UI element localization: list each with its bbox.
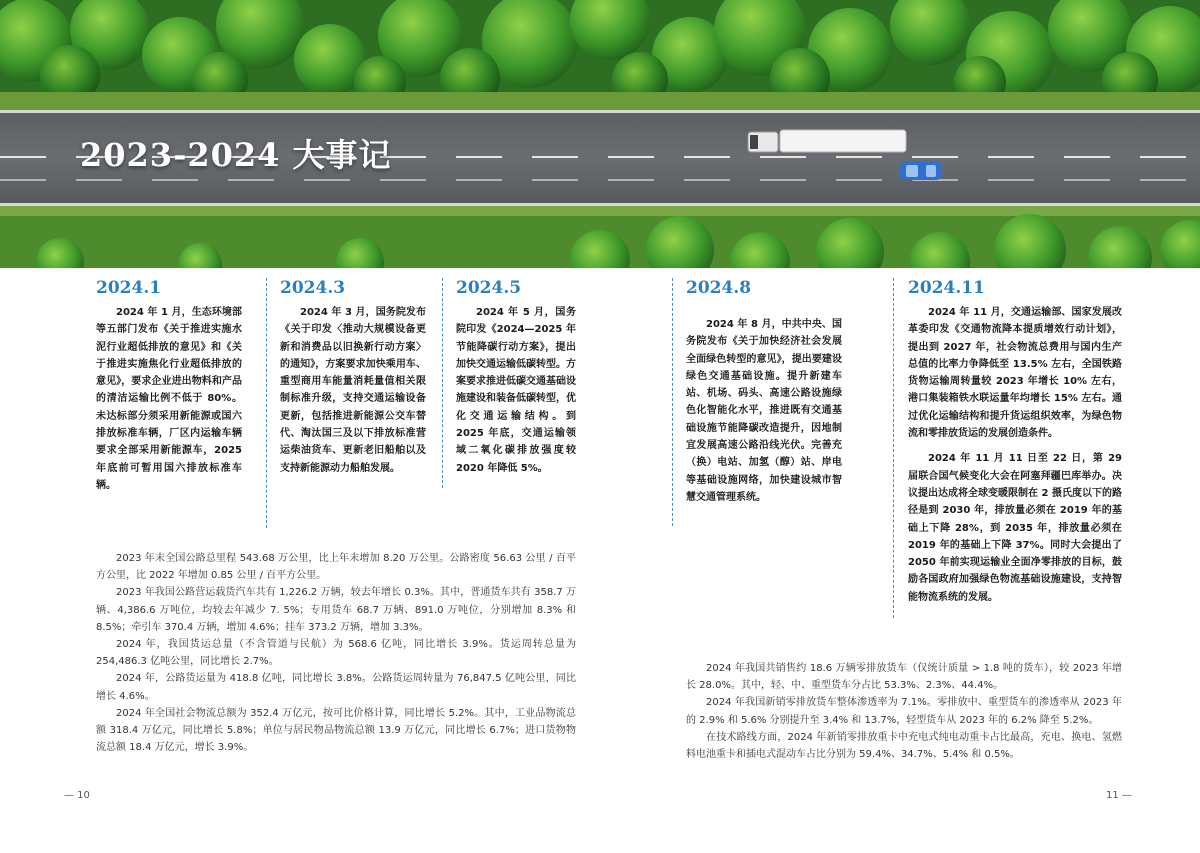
truck-graphic <box>748 130 906 152</box>
timeline-text: 2024 年 11 月 11 日至 22 日，第 29 届联合国气候变化大会在阿塞拜疆巴库举办。决议提出达成将全球变暖限制在 2 摄氏度以下的路径是到 2030 年，排放量必须在 2019 年的基础上下降 28%，到 2035 年，排放量必须在 2019 年的基础上下降 37%。同时大会提出了 2050 年前实现运输业全面净零排放的目标，鼓励各国政府加强绿色物流基础设施建设，支持智能物流系统的发展。 <box>908 453 1122 603</box>
timeline-text: 2024 年 1 月，生态环境部等五部门发布《关于推进实施水泥行业超低排放的意见》和《关于推进实施焦化行业超低排放的意见》，要求企业进出物料和产品的清洁运输比例不低于 80%。未达标部分须采用新能源或国六排放标准车辆，厂区内运输车辆要求全部采用新能源车，2025 年底前可暂用国六排放标准车辆。 <box>96 307 242 491</box>
timeline-text: 2024 年 5 月，国务院印发《2024—2025 年节能降碳行动方案》，提出加快交通运输低碳转型。方案要求推进低碳交通基础设施建设和装备低碳转型，优化交通运输结构。到 2025 年底，交通运输领域二氧化碳排放强度较 2020 年降低 5%。 <box>456 307 576 474</box>
timeline-entry-2024-1 <box>96 276 242 494</box>
body-paragraph: 2024 年，公路货运量为 418.8 亿吨，同比增长 3.8%。公路货运周转量为 76,847.5 亿吨公里，同比增长 4.6%。 <box>96 673 576 702</box>
page-number-left: — 10 <box>64 790 90 801</box>
timeline-year: 2024.3 <box>280 278 346 298</box>
body-paragraph: 2024 年我国新销零排放货车整体渗透率为 7.1%。零排放中、重型货车的渗透率从 2023 年的 2.9% 和 5.6% 分别提升至 3.4% 和 13.7%，轻型货车从 2023 年的 6.2% 降至 5.2%。 <box>686 697 1122 726</box>
car-graphic <box>900 162 942 180</box>
page-number-right: 11 — <box>1106 790 1132 801</box>
timeline-year: 2024.11 <box>908 278 985 298</box>
hero-banner <box>0 0 1200 268</box>
timeline-entry-2024-8 <box>686 276 842 506</box>
timeline-text: 2024 年 8 月，中共中央、国务院发布《关于加快经济社会发展全面绿色转型的意见》，提出要建设绿色交通基础设施。提升新建车站、机场、码头、高速公路设施绿色化智能化水平，推进既有交通基础设施节能降碳改造提升，因地制宜发展高速公路沿线光伏。完善充（换）电站、加氢（醇）站、岸电等基础设施网络，加快建设城市智慧交通管理系统。 <box>686 319 842 503</box>
body-paragraph: 2024 年全国社会物流总额为 352.4 万亿元，按可比价格计算，同比增长 5.2%。其中，工业品物流总额 318.4 万亿元，同比增长 5.8%；单位与居民物品物流总额 13.9 万亿元，同比增长 6.7%；进口货物物流总额 18.4 万亿元，增长 3.9%。 <box>96 707 576 754</box>
timeline-text: 2024 年 3 月，国务院发布《关于印发〈推动大规模设备更新和消费品以旧换新行动方案〉的通知》，方案要求加快乘用车、重型商用车能量消耗量值相关限制标准升级，支持交通运输设备更新，包括推进新能源公交车替代、淘汰国三及以下排放标准营运柴油货车、更新老旧船舶以及支持新能源动力船舶发展。 <box>280 307 426 474</box>
body-paragraph: 2024 年我国共销售约 18.6 万辆零排放货车（仅统计质量 > 1.8 吨的货车），较 2023 年增长 28.0%。其中，轻、中、重型货车分占比 53.3%、2.3%、44.4%。 <box>686 663 1122 692</box>
body-paragraph: 在技术路线方面，2024 年新销零排放重卡中充电式纯电动重卡占比最高，充电、换电、氢燃料电池重卡和插电式混动车占比分别为 59.4%、34.7%、5.4% 和 0.5%。 <box>686 731 1122 761</box>
left-body-text <box>96 550 576 756</box>
timeline-year: 2024.5 <box>456 278 522 298</box>
body-paragraph: 2024 年，我国货运总量（不含管道与民航）为 568.6 亿吨，同比增长 3.9%。货运周转总量为 254,486.3 亿吨公里，同比增长 2.7%。 <box>96 639 576 668</box>
timeline-entry-2024-5 <box>456 276 576 477</box>
body-paragraph: 2023 年末全国公路总里程 543.68 万公里，比上年末增加 8.20 万公里。公路密度 56.63 公里 / 百平方公里，比 2022 年增加 0.85 公里 / 百平方公里。 <box>96 553 576 582</box>
timeline-text: 2024 年 11 月，交通运输部、国家发展改革委印发《交通物流降本提质增效行动计划》，提出到 2027 年，社会物流总费用与国内生产总值的比率力争降低至 13.5% 左右，全国铁路货物运输周转量较 2023 年增长 10% 左右，港口集装箱铁水联运量年均增长 15% 左右。通过优化运输结构和提升货运组织效率，为绿色物流和零排放货运的发展创造条件。 <box>908 307 1122 440</box>
page-title: 2023-2024 大事记 <box>80 136 392 174</box>
timeline-year: 2024.8 <box>686 278 752 298</box>
timeline-entry-2024-11 <box>908 276 1122 606</box>
timeline-divider <box>893 278 894 618</box>
timeline-year: 2024.1 <box>96 278 162 298</box>
timeline-divider <box>442 278 443 488</box>
right-body-text <box>686 660 1122 763</box>
timeline-divider <box>266 278 267 528</box>
timeline-entry-2024-3 <box>280 276 426 477</box>
body-paragraph: 2023 年我国公路营运载货汽车共有 1,226.2 万辆，较去年增长 0.3%。其中，普通货车共有 358.7 万辆、4,386.6 万吨位，均较去年减少 7. 5%；专用货车 68.7 万辆、891.0 万吨位，分别增加 8.3% 和 8.5%；牵引车 370.4 万辆，增加 4.6%；挂车 373.2 万辆，增加 3.3%。 <box>96 587 576 633</box>
timeline-divider <box>672 278 673 526</box>
